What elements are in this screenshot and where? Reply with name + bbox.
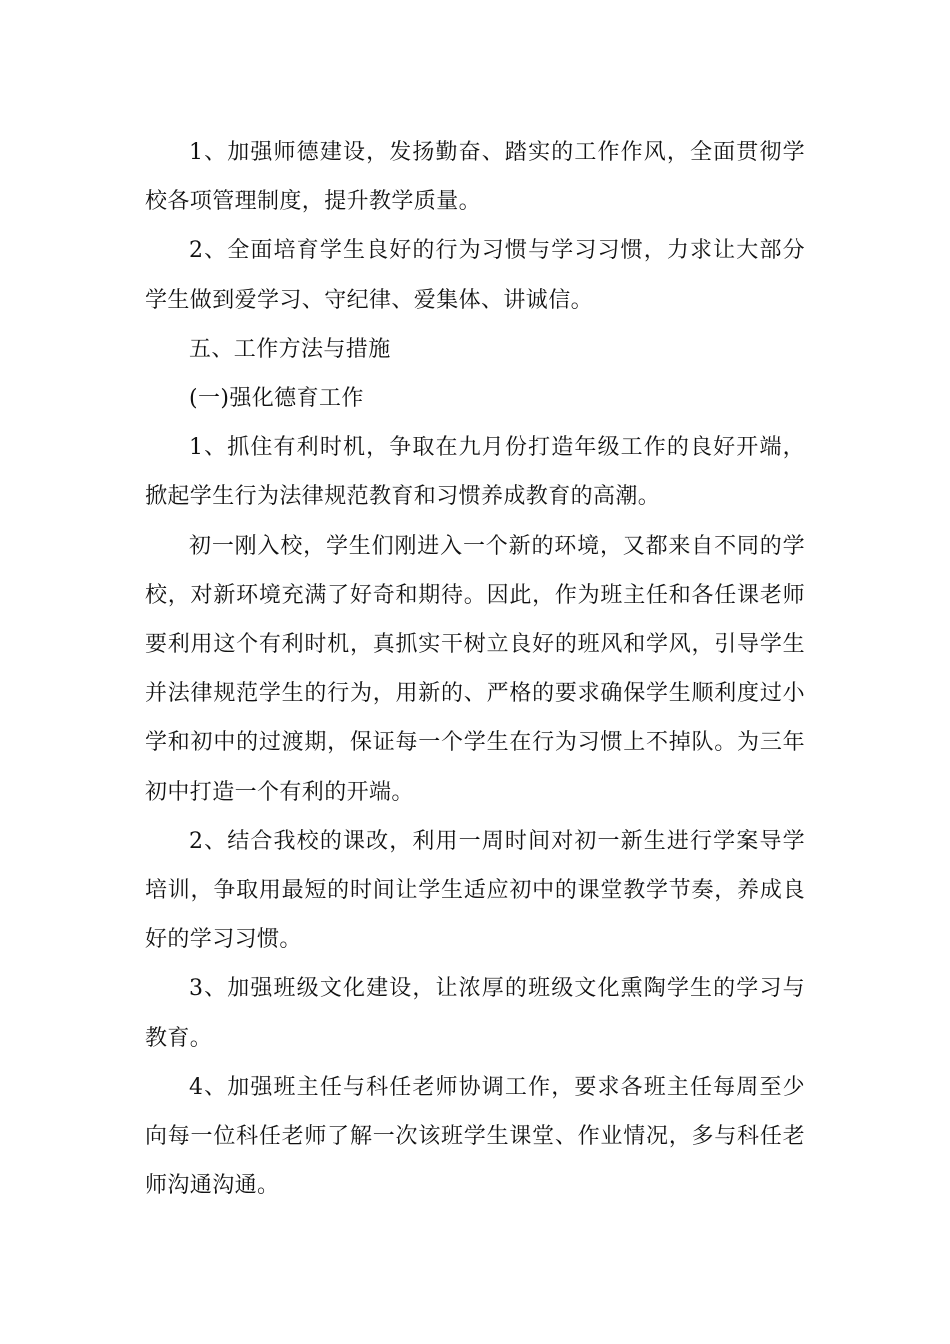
subsection-heading: (一)强化德育工作 bbox=[189, 386, 364, 412]
paragraph-measure-1-detail: 初一刚入校，学生们刚进入一个新的环境，又都来自不同的学校，对新环境充满了好奇和期待。因此，作为班主任和各任课老师要利用这个有利时机，真抓实干树立良好的班风和学风，引导学生并法律规范学生的行为，用新的、严格的要求确保学生顺利度过小学和初中的过渡期，保证每一个学生在行为习惯上不掉队。为三年初中打造一个有利的开端。 bbox=[145, 533, 805, 805]
paragraph-goal-2: 2、全面培育学生良好的行为习惯与学习习惯，力求让大部分学生做到爱学习、守纪律、爱集体、讲诚信。 bbox=[145, 238, 805, 313]
paragraph-goal-1: 1、加强师德建设，发扬勤奋、踏实的工作作风，全面贯彻学校各项管理制度，提升教学质量。 bbox=[145, 140, 805, 215]
document-body bbox=[145, 128, 805, 1210]
paragraph-measure-3: 3、加强班级文化建设，让浓厚的班级文化熏陶学生的学习与教育。 bbox=[145, 976, 805, 1051]
section-heading: 五、工作方法与措施 bbox=[189, 336, 391, 362]
paragraph-measure-2: 2、结合我校的课改，利用一周时间对初一新生进行学案导学培训，争取用最短的时间让学生适应初中的课堂教学节奏，养成良好的学习习惯。 bbox=[145, 828, 805, 953]
paragraph-measure-4: 4、加强班主任与科任老师协调工作，要求各班主任每周至少向每一位科任老师了解一次该班学生课堂、作业情况，多与科任老师沟通沟通。 bbox=[145, 1074, 805, 1199]
paragraph-measure-1: 1、抓住有利时机，争取在九月份打造年级工作的良好开端，掀起学生行为法律规范教育和习惯养成教育的高潮。 bbox=[145, 435, 805, 510]
